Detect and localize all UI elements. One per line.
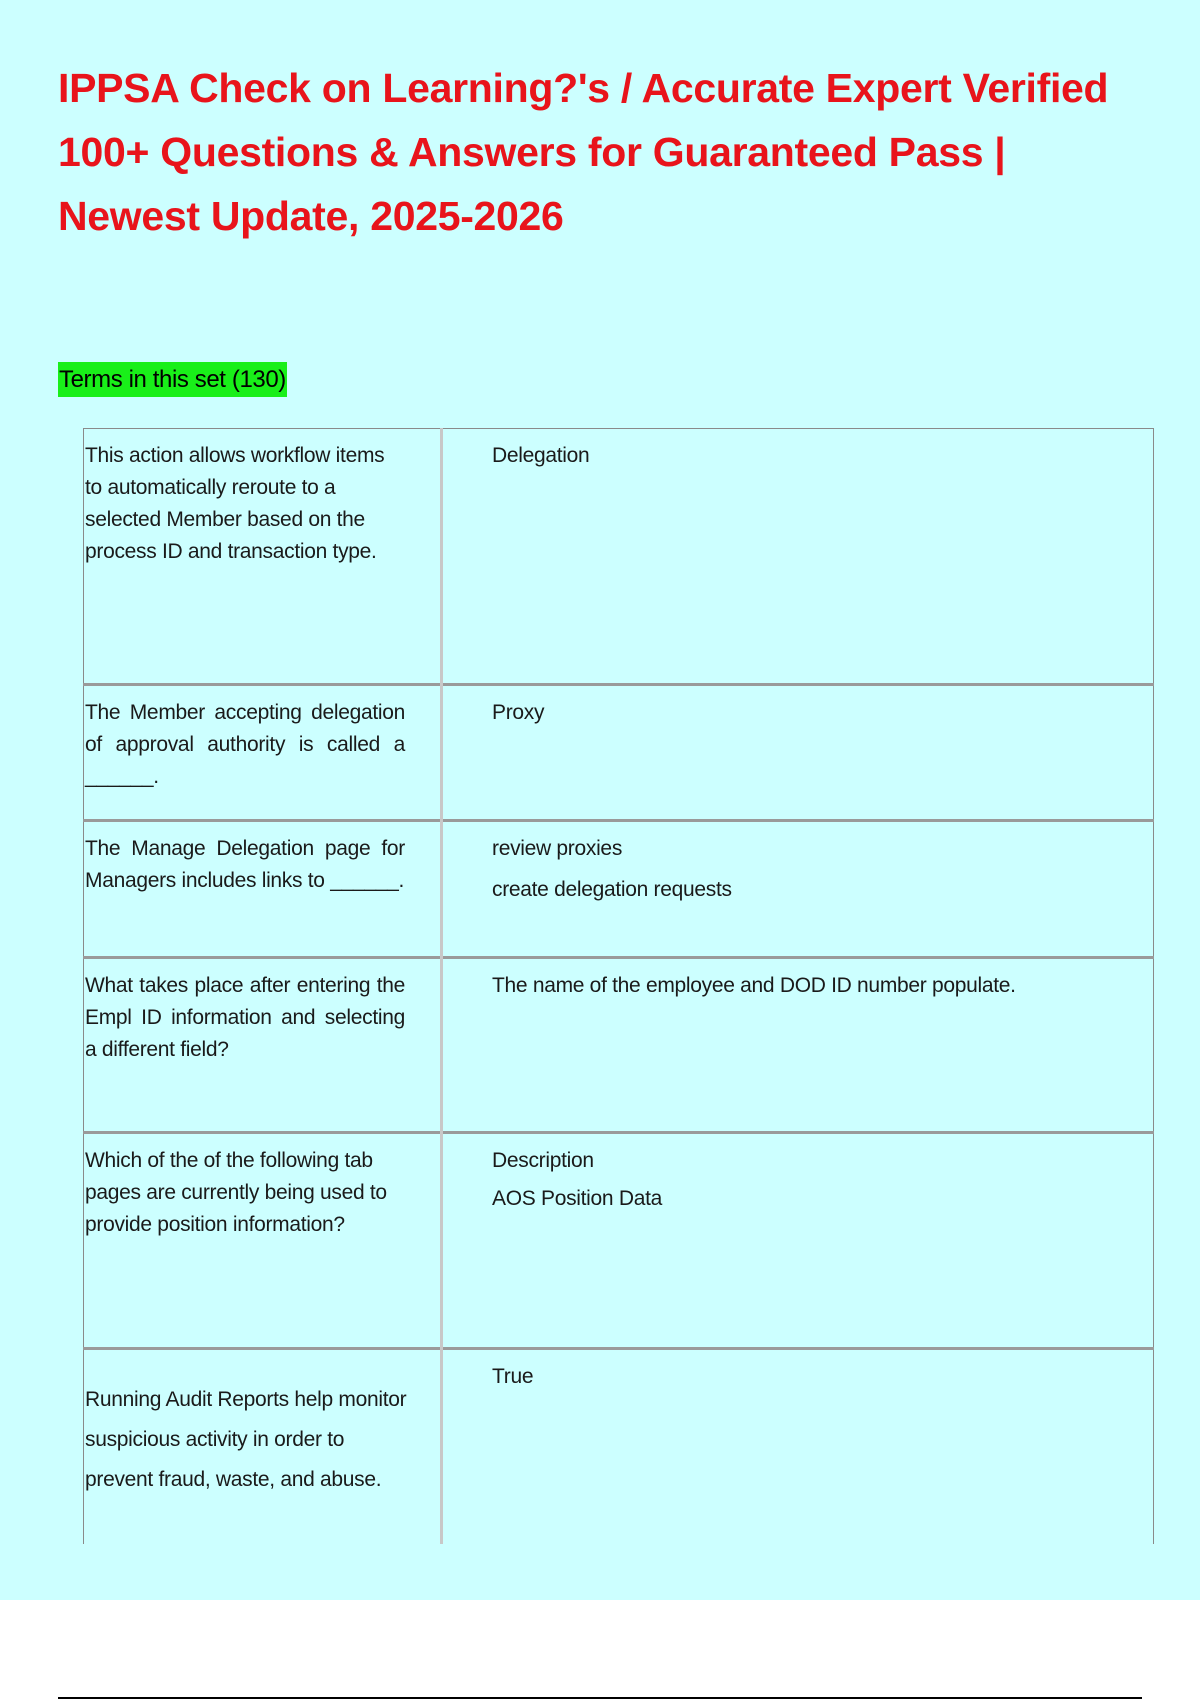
term-cell: Running Audit Reports help monitor suspicious activity in order to prevent fraud, waste, and abuse. [84,1349,442,1544]
definition-line: The name of the employee and DOD ID number populate. [492,974,1016,997]
definition-line: Description [492,1149,594,1172]
table-row [84,429,1154,685]
table-row [84,821,1154,958]
table-row [84,958,1154,1133]
terms-table [83,428,1154,1544]
definition-cell [442,1133,1154,1349]
definition-line: True [492,1365,534,1388]
terms-count-label: Terms in this set (130) [58,362,287,397]
term-cell: What takes place after entering the Empl ID information and selecting a different field? [84,958,442,1133]
definition-line: AOS Position Data [492,1187,662,1210]
table-row [84,685,1154,821]
footer-divider [58,1697,1142,1699]
definition-cell [442,1349,1154,1544]
definition-line: Proxy [492,701,545,724]
term-cell: This action allows workflow items to automatically reroute to a selected Member based on the process ID and transaction type. [84,429,442,685]
definition-cell [442,821,1154,958]
document-title: IPPSA Check on Learning?'s / Accurate Expert Verified 100+ Questions & Answers for Guaranteed Pass | Newest Update, 2025-2026 [58,65,1109,239]
table-row [84,1133,1154,1349]
definition-cell [442,685,1154,821]
term-cell: Which of the of the following tab pages are currently being used to provide position information? [84,1133,442,1349]
definition-line: review proxies [492,837,623,860]
definition-line: create delegation requests [492,878,732,901]
term-cell: The Member accepting delegation of approval authority is called a ______. [84,685,442,821]
definition-cell [442,958,1154,1133]
definition-line: Delegation [492,444,590,467]
definition-cell [442,429,1154,685]
term-cell: The Manage Delegation page for Managers includes links to ______. [84,821,442,958]
table-row [84,1349,1154,1544]
